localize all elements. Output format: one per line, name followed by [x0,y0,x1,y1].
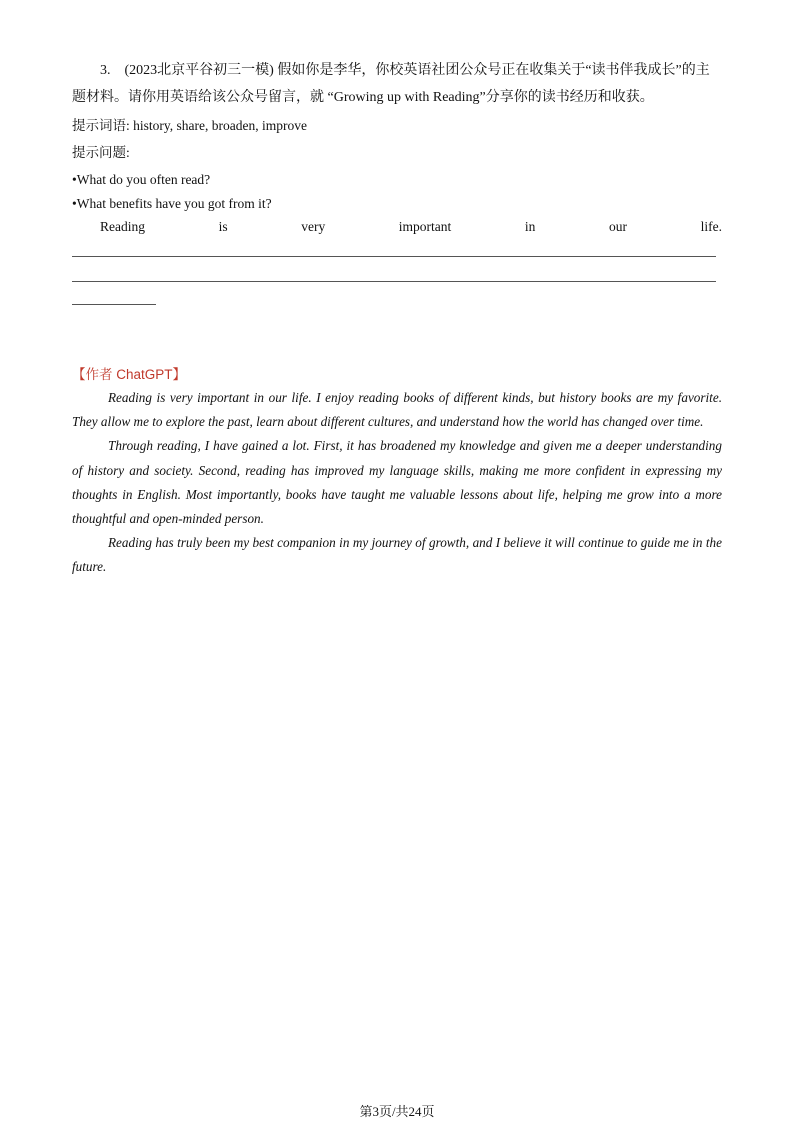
model-essay [72,386,722,580]
question-prompt-line-1: 3. (2023北京平谷初三一模) 假如你是李华，你校英语社团公众号正在收集关于“读书伴我成长”的主 [100,63,710,78]
page-number-footer: 第3页/共24页 [359,1104,435,1119]
answer-line-1 [72,256,716,257]
hint-questions-label: 提示问题: [72,145,130,160]
question-prompt-line-2: 题材料。请你用英语给该公众号留言，就 “Growing up with Reading”分享你的读书经历和收获。 [72,90,654,105]
hint-words: 提示词语: history, share, broaden, improve [72,118,307,133]
answer-line-2 [72,281,716,282]
starter-word: is [218,219,228,234]
answer-starter-sentence [100,218,722,236]
starter-word: life. [700,219,722,234]
starter-word: in [524,219,536,234]
essay-paragraph-2: Through reading, I have gained a lot. First, it has broadened my knowledge and given me a deeper understanding of history and society. Second, reading has improved my language skills, making me more confident in expressing my thoughts in English. Most importantly, books have taught me valuable lessons about life, helping me grow into a more thoughtful and open-minded person. [72,438,722,527]
starter-word: important [398,219,452,234]
answer-line-3 [72,304,156,305]
essay-paragraph-3: Reading has truly been my best companion in my journey of growth, and I believe it will continue to guide me in the future. [72,535,722,575]
starter-word: Reading [100,219,145,234]
starter-word: very [301,219,326,234]
essay-paragraph-1: Reading is very important in our life. I enjoy reading books of different kinds, but history books are my favorite. They allow me to explore the past, learn about different cultures, and understand how the world has changed over time. [72,390,722,430]
starter-word: our [609,219,627,234]
hint-question-2: •What benefits have you got from it? [72,196,272,211]
hint-question-1: •What do you often read? [72,172,211,187]
author-tag: 【作者 ChatGPT】 [72,367,187,382]
